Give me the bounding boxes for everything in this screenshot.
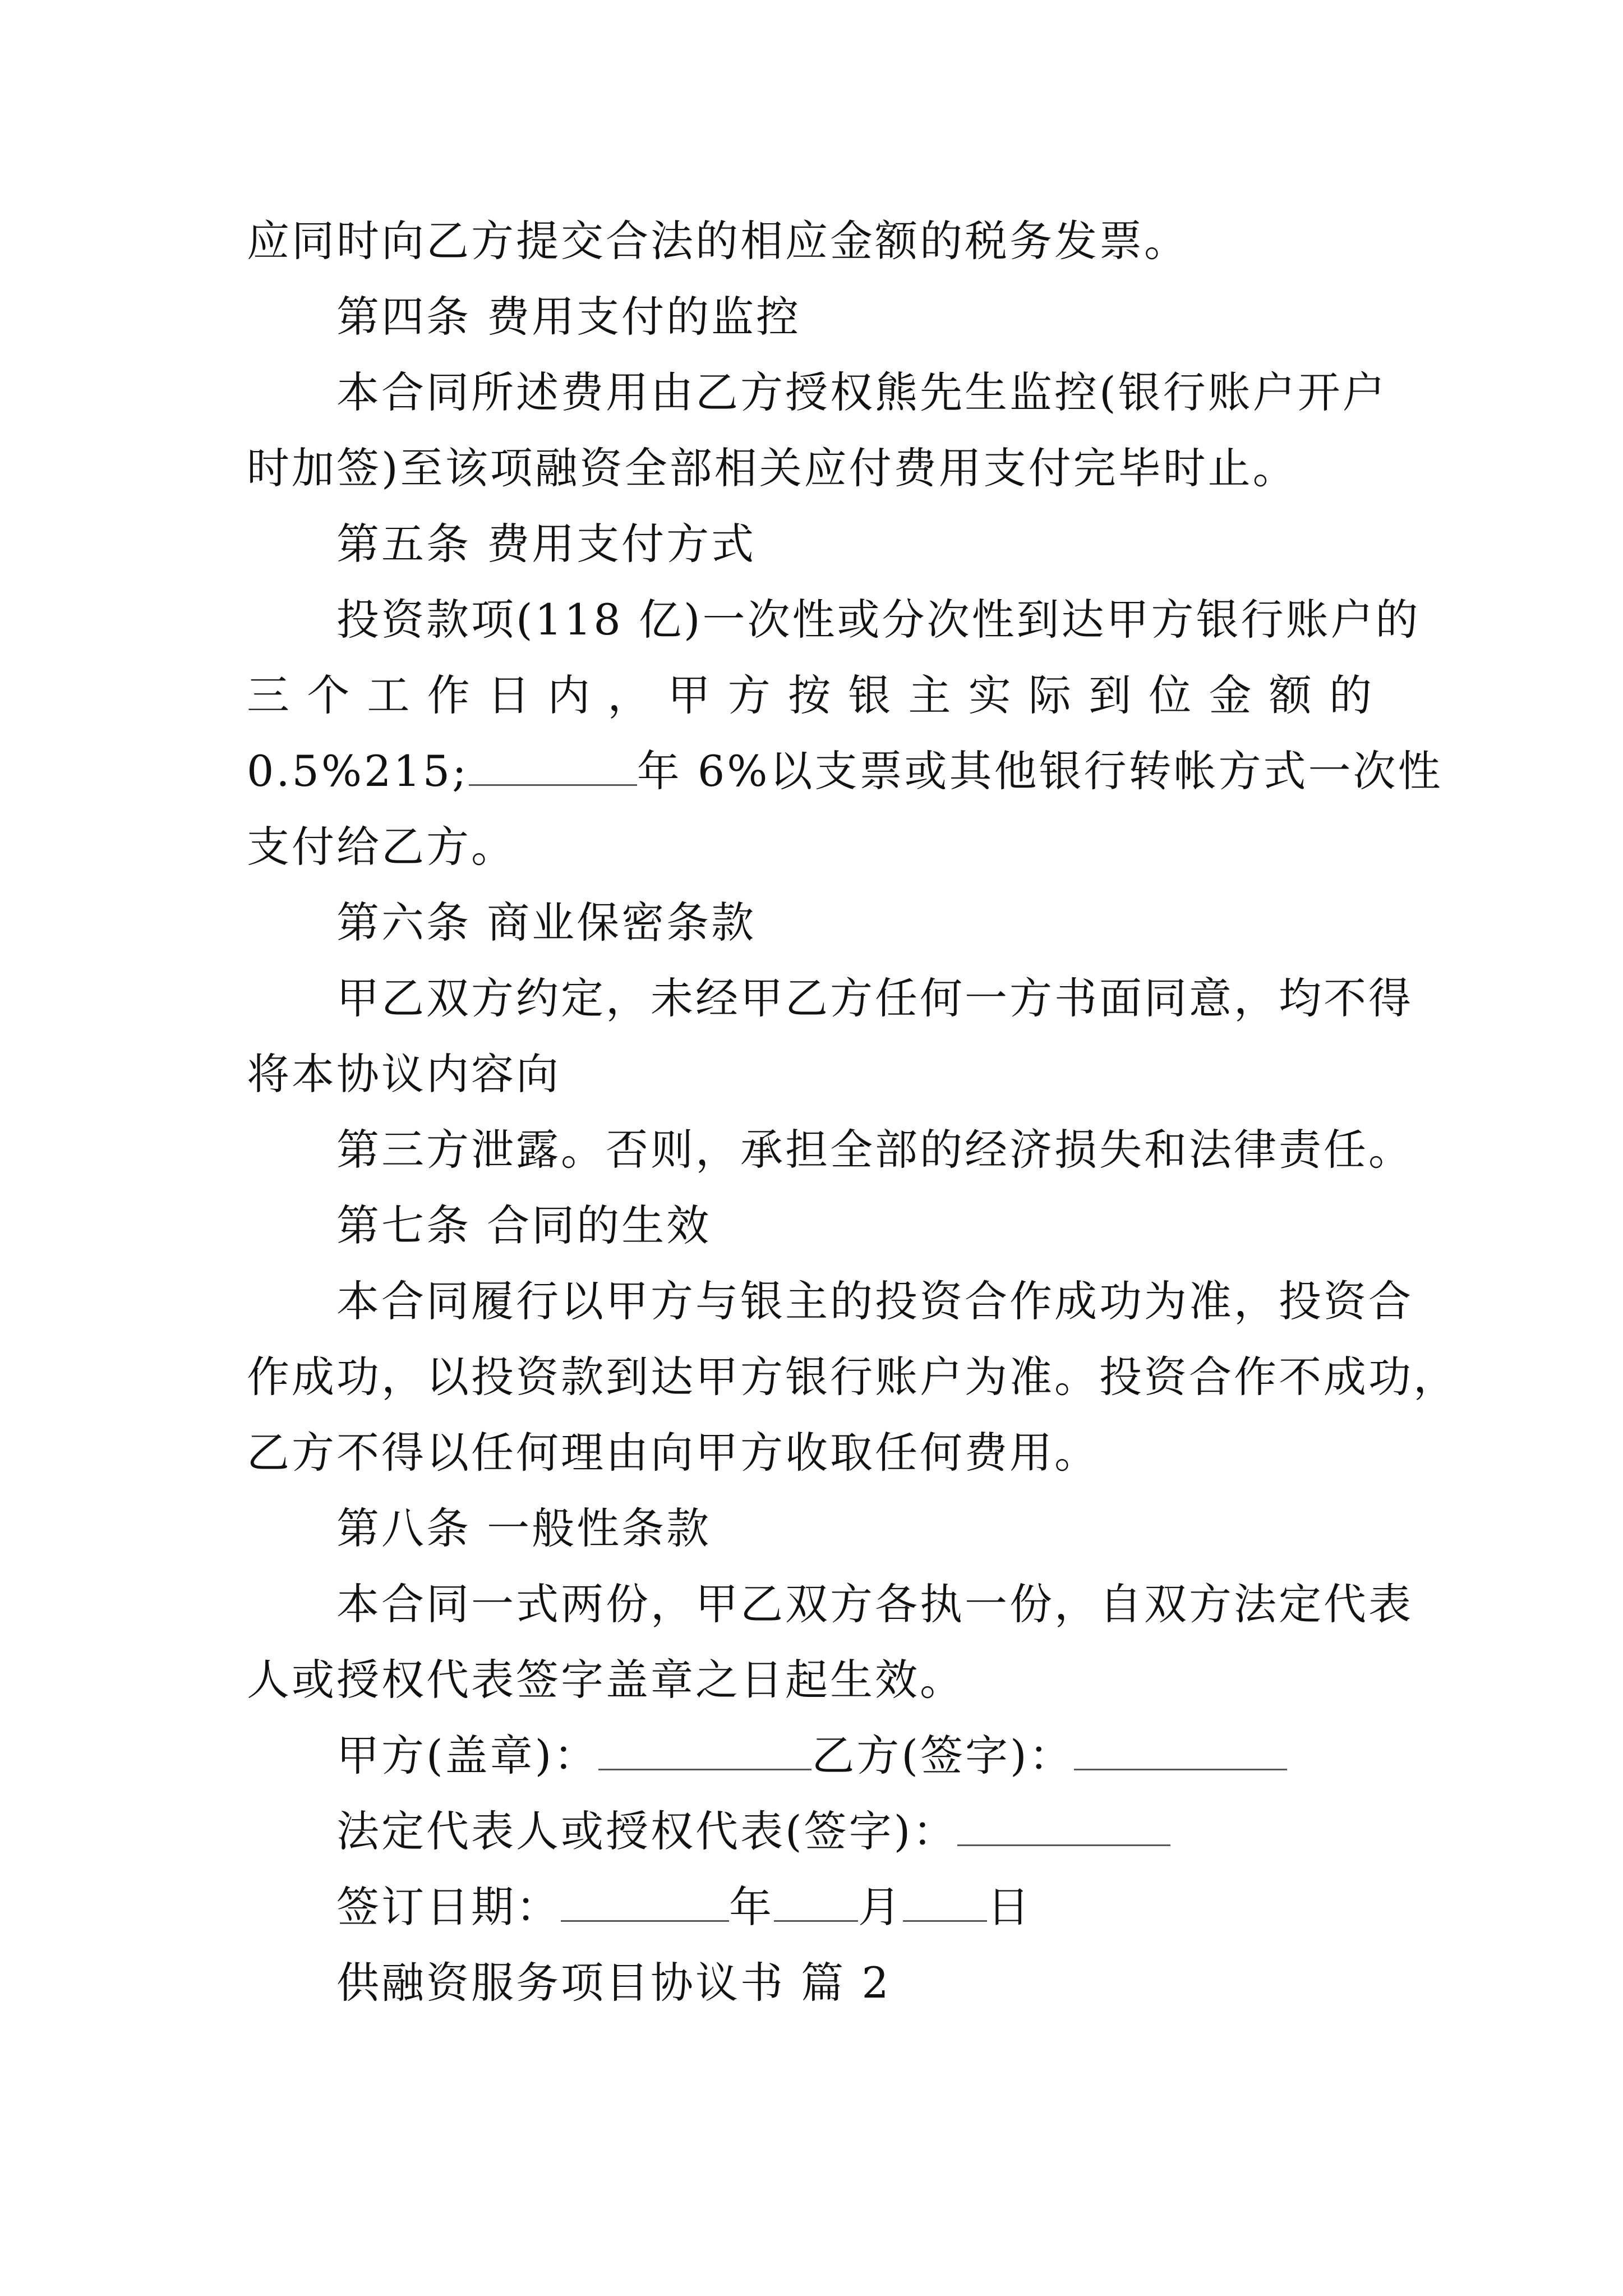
signing-date-row: [336, 1879, 1032, 1935]
paragraph-line: 本合同所述费用由乙方授权熊先生监控(银行账户开户: [336, 367, 1387, 417]
representative-label: 法定代表人或授权代表(签字)：: [336, 1806, 958, 1856]
char: 作: [427, 670, 472, 720]
paragraph-line: [247, 743, 1442, 799]
signature-row-representative: [336, 1803, 1170, 1860]
char: 甲: [667, 670, 713, 720]
paragraph-line: 人或授权代表签字盖章之日起生效。: [247, 1655, 965, 1705]
char: 额: [1269, 670, 1314, 720]
char: ，: [607, 670, 653, 720]
article-6-heading: 第六条 商业保密条款: [336, 898, 757, 947]
char: 主: [908, 670, 953, 720]
paragraph-line: 本合同履行以甲方与银主的投资合作成功为准，投资合: [336, 1276, 1413, 1326]
paragraph-line: 乙方不得以任何理由向甲方收取任何费用。: [247, 1428, 1099, 1478]
day-blank: [903, 1881, 987, 1922]
char: 方: [727, 670, 773, 720]
party-b-label: 乙方(签字)：: [811, 1731, 1074, 1780]
paragraph-line: 本合同一式两份，甲乙双方各执一份，自双方法定代表: [336, 1579, 1413, 1629]
next-section-title: 供融资服务项目协议书 篇 2: [336, 1958, 891, 2008]
char: 按: [787, 670, 833, 720]
payment-text: 年 6%以支票或其他银行转帐方式一次性: [637, 746, 1443, 796]
paragraph-line: 投资款项(118 亿)一次性或分次性到达甲方银行账户的: [336, 595, 1421, 645]
article-4-heading: 第四条 费用支付的监控: [336, 292, 801, 342]
paragraph-line: 甲乙双方约定，未经甲乙方任何一方书面同意，均不得: [336, 973, 1413, 1023]
char: 金: [1209, 670, 1254, 720]
article-8-heading: 第八条 一般性条款: [336, 1503, 712, 1553]
char: 内: [547, 670, 593, 720]
party-b-blank: [1074, 1729, 1287, 1770]
paragraph-line: 支付给乙方。: [247, 822, 516, 872]
party-a-label: 甲方(盖章)：: [336, 1731, 599, 1780]
day-label: 日: [987, 1882, 1032, 1932]
char: 际: [1028, 670, 1073, 720]
char: 个: [307, 670, 352, 720]
month-blank: [774, 1881, 858, 1922]
char: 的: [1329, 670, 1374, 720]
paragraph-line: 应同时向乙方提交合法的相应金额的税务发票。: [247, 216, 1189, 266]
char: 银: [848, 670, 893, 720]
signature-row-parties: [336, 1728, 1287, 1784]
char: 到: [1089, 670, 1134, 720]
year-blank: [561, 1881, 729, 1922]
article-5-heading: 第五条 费用支付方式: [336, 519, 757, 569]
month-label: 月: [858, 1882, 903, 1932]
article-7-heading: 第七条 合同的生效: [336, 1200, 712, 1250]
char: 日: [487, 670, 532, 720]
representative-blank: [957, 1805, 1170, 1846]
paragraph-line: 时加签)至该项融资全部相关应付费用支付完毕时止。: [247, 443, 1298, 493]
blank-field: [469, 745, 637, 786]
char: 三: [247, 670, 292, 720]
paragraph-line: 第三方泄露。否则，承担全部的经济损失和法律责任。: [336, 1125, 1413, 1175]
justified-line: [247, 668, 1374, 724]
year-label: 年: [729, 1882, 774, 1932]
party-a-blank: [598, 1729, 811, 1770]
rate-text: 0.5%215;: [247, 746, 469, 796]
char: 工: [367, 670, 412, 720]
paragraph-line: 将本协议内容向: [247, 1049, 561, 1099]
char: 实: [968, 670, 1013, 720]
paragraph-line: 作成功，以投资款到达甲方银行账户为准。投资合作不成功，: [247, 1352, 1458, 1402]
char: 位: [1149, 670, 1194, 720]
date-label: 签订日期：: [336, 1882, 561, 1932]
